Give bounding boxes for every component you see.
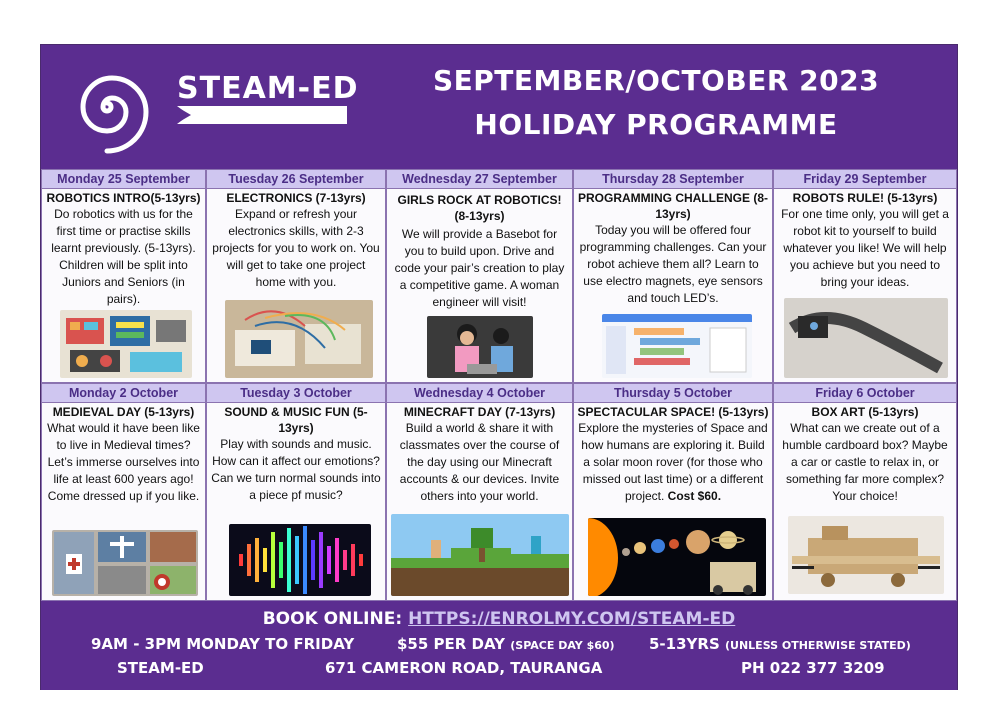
medieval-collage-photo xyxy=(52,530,198,596)
robotics-kit-photo xyxy=(60,310,192,378)
activity-description: Expand or refresh your electronics skills, with 2-3 projects for you to work on. You will get to take one project home with you. xyxy=(212,207,380,289)
org-name: STEAM-ED xyxy=(117,659,204,677)
activity-title: ELECTRONICS (7-13yrs) xyxy=(226,191,366,205)
ages-note: (UNLESS OTHERWISE STATED) xyxy=(725,639,911,652)
day-card xyxy=(773,383,957,601)
electronics-photo xyxy=(225,300,373,378)
day-card xyxy=(41,169,206,383)
price-note: (SPACE DAY $60) xyxy=(510,639,615,652)
header-banner xyxy=(41,45,957,169)
day-card xyxy=(773,169,957,383)
activity-description: Play with sounds and music. How can it affect our emotions? Can we turn normal sounds into a piece pf music? xyxy=(211,437,381,502)
activity-title: PROGRAMMING CHALLENGE (8-13yrs) xyxy=(578,191,768,221)
day-card xyxy=(386,383,573,601)
programming-screen-photo xyxy=(602,314,752,378)
day-heading: Tuesday 26 September xyxy=(207,170,385,189)
title-line-1: SEPTEMBER/OCTOBER 2023 xyxy=(432,64,880,97)
day-heading: Monday 25 September xyxy=(42,170,205,189)
activity-description: What can we create out of a humble cardboard box? Maybe a car or castle to relax in, or something far more complex? Your choice! xyxy=(782,421,948,503)
robot-snake-photo xyxy=(784,298,948,378)
ages-text: 5-13YRS (UNLESS OTHERWISE STATED) xyxy=(649,635,911,653)
activity-title: ROBOTICS INTRO(5-13yrs) xyxy=(46,191,201,205)
day-card xyxy=(386,169,573,383)
footer-banner xyxy=(41,601,957,690)
day-card xyxy=(573,383,773,601)
day-heading: Thursday 28 September xyxy=(574,170,772,189)
sound-wave-image xyxy=(229,524,371,596)
day-heading: Monday 2 October xyxy=(42,384,205,403)
day-heading: Friday 29 September xyxy=(774,170,956,189)
booking-line xyxy=(41,609,957,629)
day-heading: Wednesday 27 September xyxy=(387,170,572,189)
day-heading: Wednesday 4 October xyxy=(387,384,572,403)
day-card xyxy=(206,169,386,383)
phone-text: PH 022 377 3209 xyxy=(741,659,885,677)
title-line-2: HOLIDAY PROGRAMME xyxy=(474,108,838,141)
cardboard-plane-photo xyxy=(788,516,944,594)
brand-name: STEAM-ED xyxy=(177,71,359,106)
programme-grid xyxy=(41,169,957,601)
poster xyxy=(40,44,958,690)
day-heading: Friday 6 October xyxy=(774,384,956,403)
day-heading: Tuesday 3 October xyxy=(207,384,385,403)
day-card xyxy=(573,169,773,383)
activity-title: MEDIEVAL DAY (5-13yrs) xyxy=(52,405,195,419)
activity-title: MINECRAFT DAY (7-13yrs) xyxy=(403,405,556,419)
price-text: $55 PER DAY (SPACE DAY $60) xyxy=(397,635,615,653)
activity-title: SPECTACULAR SPACE! (5-13yrs) xyxy=(577,405,769,419)
activity-description: Do robotics with us for the first time or practise skills learnt previously. (5-13yrs). Children will be split into Juniors and Seniors (in pairs). xyxy=(51,207,196,306)
space-day-cost: Cost $60. xyxy=(667,489,722,503)
book-online-label: BOOK ONLINE: xyxy=(262,609,403,629)
day-card xyxy=(41,383,206,601)
activity-title: GIRLS ROCK AT ROBOTICS! (8-13yrs) xyxy=(397,193,562,223)
activity-description: What would it have been like to live in Medieval times? Let’s immerse ourselves into life at least 600 years ago! Come dressed up if you like. xyxy=(47,421,200,503)
activity-description: Today you will be offered four programming challenges. Can your robot achieve them all? Learn to use electro magnets, eye sensors and touch LED’s. xyxy=(579,223,767,305)
activity-description: Build a world & share it with classmates over the course of the day using our Minecraft accounts & our devices. Invite others into your world. xyxy=(399,421,560,503)
swirl-logo-icon xyxy=(57,57,157,157)
activity-description: For one time only, you will get a robot kit to yourself to build whatever you like! We will help you achieve but you need to bring your ideas. xyxy=(781,207,949,289)
activity-title: ROBOTS RULE! (5-13yrs) xyxy=(792,191,938,205)
activity-description: We will provide a Basebot for you to build upon. Drive and code your pair’s creation to play a competitive game. A woman engineer will visit! xyxy=(394,227,565,309)
activity-description: Explore the mysteries of Space and how humans are exploring it. Build a solar moon rover (for those who missed out last time) or a different project. Cost $60. xyxy=(578,421,768,503)
activity-title: SOUND & MUSIC FUN (5-13yrs) xyxy=(224,405,368,435)
address-text: 671 CAMERON ROAD, TAURANGA xyxy=(325,659,603,677)
day-heading: Thursday 5 October xyxy=(574,384,772,403)
hours-text: 9AM - 3PM MONDAY TO FRIDAY xyxy=(91,635,355,653)
minecraft-landscape-image xyxy=(391,514,569,596)
day-card xyxy=(206,383,386,601)
activity-title: BOX ART (5-13yrs) xyxy=(811,405,919,419)
page-title xyxy=(371,59,941,147)
booking-link[interactable]: HTTPS://ENROLMY.COM/STEAM-ED xyxy=(408,609,736,629)
arrow-bar-icon xyxy=(177,106,347,124)
girls-robotics-photo xyxy=(427,316,533,378)
solar-system-image xyxy=(588,518,766,596)
